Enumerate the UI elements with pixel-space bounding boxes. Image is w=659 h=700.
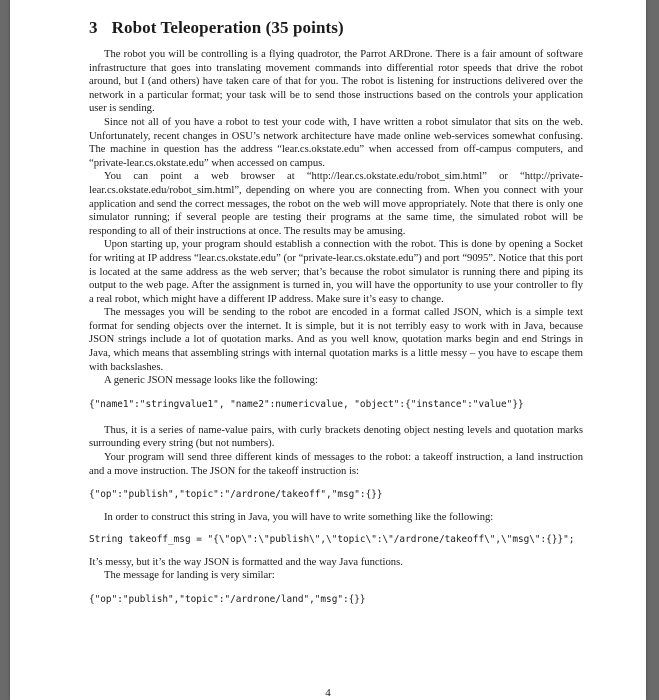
paragraph-json: The messages you will be sending to the robot are encoded in a format called JSON, which is a simple text format for sending objects over the internet. It is simple, but it is not terribly easy to work with in Java, because JSON strings include a lot of quotation marks. And as you well know, quotation marks begin and end Strings in Java, which means that assembling strings with internal quotation marks is a little messy – you have to escape them with backslashes. <box>89 307 583 373</box>
paragraph-socket: Upon starting up, your program should establish a connection with the robot. This is done by opening a Socket for writing at IP address “lear.cs.okstate.edu” (or “private-lear.cs.okstate.edu”) and port “9095”. Notice that this port is located at the same address as the web server; that’s because the robot simulator is running there and piping its output to the web page. After the assignment is turned in, you will have the opportunity to use your controller to fly a real robot, which might have a different IP address. Make sure it’s easy to change. <box>89 239 583 305</box>
code-generic-json: {"name1":"stringvalue1", "name2":numericvalue, "object":{"instance":"value"}} <box>89 398 524 410</box>
paragraph-landing: The message for landing is very similar: <box>104 570 275 582</box>
section-heading <box>89 18 583 38</box>
paragraph-generic-json: A generic JSON message looks like the following: <box>104 375 318 387</box>
paragraph-java-construct: In order to construct this string in Java, you will have to write something like the following: <box>104 512 494 524</box>
document-page <box>10 0 646 700</box>
section-title: Robot Teleoperation (35 points) <box>111 18 344 37</box>
page-content <box>89 18 583 606</box>
code-land-json: {"op":"publish","topic":"/ardrone/land","msg":{}} <box>89 594 366 605</box>
paragraph-name-value: Thus, it is a series of name-value pairs, with curly brackets denoting object nesting levels and quotation marks surrounding every string (but not numbers). <box>89 424 583 450</box>
paragraph-simulator: Since not all of you have a robot to test your code with, I have written a robot simulator that sits on the web. Unfortunately, recent changes in OSU’s network architecture have made online web-services somewhat confusing. The machine in question has the address “lear.cs.okstate.edu” when accessed from off-campus computers, and “private-lear.cs.okstate.edu” when accessed on campus. <box>89 116 583 169</box>
code-java-takeoff: String takeoff_msg = "{\"op\":\"publish\",\"topic\":\"/ardrone/takeoff\",\"msg\":{}}"; <box>89 533 575 545</box>
code-takeoff-json: {"op":"publish","topic":"/ardrone/takeoff","msg":{}} <box>89 489 383 501</box>
paragraph-three-messages: Your program will send three different kinds of messages to the robot: a takeoff instruction, a land instruction and a move instruction. The JSON for the takeoff instruction is: <box>89 452 583 477</box>
paragraph-browser: You can point a web browser at “http://lear.cs.okstate.edu/robot_sim.html” or “http://private-lear.cs.okstate.edu/robot_sim.html”, depending on where you are connecting from. When you connect with your application and send the correct messages, the robot on the web will move appropriately. Note that there is only one simulator running; if several people are testing their programs at the same time, the simulated robot will be responding to all of their instructions at once. The results may be amusing. <box>89 171 583 237</box>
paragraph-intro: The robot you will be controlling is a flying quadrotor, the Parrot ARDrone. There is a fair amount of software infrastructure that goes into translating movement commands into differential rotor speeds that drive the robot around, but I (and others) have taken care of that for you. The robot is listening for instructions delivered over the network in a particular format; your task will be to send those instructions based on the controls your application user is sending. <box>89 49 583 115</box>
paragraph-messy: It’s messy, but it’s the way JSON is formatted and the way Java functions. <box>89 556 403 568</box>
section-number: 3 <box>89 18 98 37</box>
page-number: 4 <box>325 687 331 699</box>
